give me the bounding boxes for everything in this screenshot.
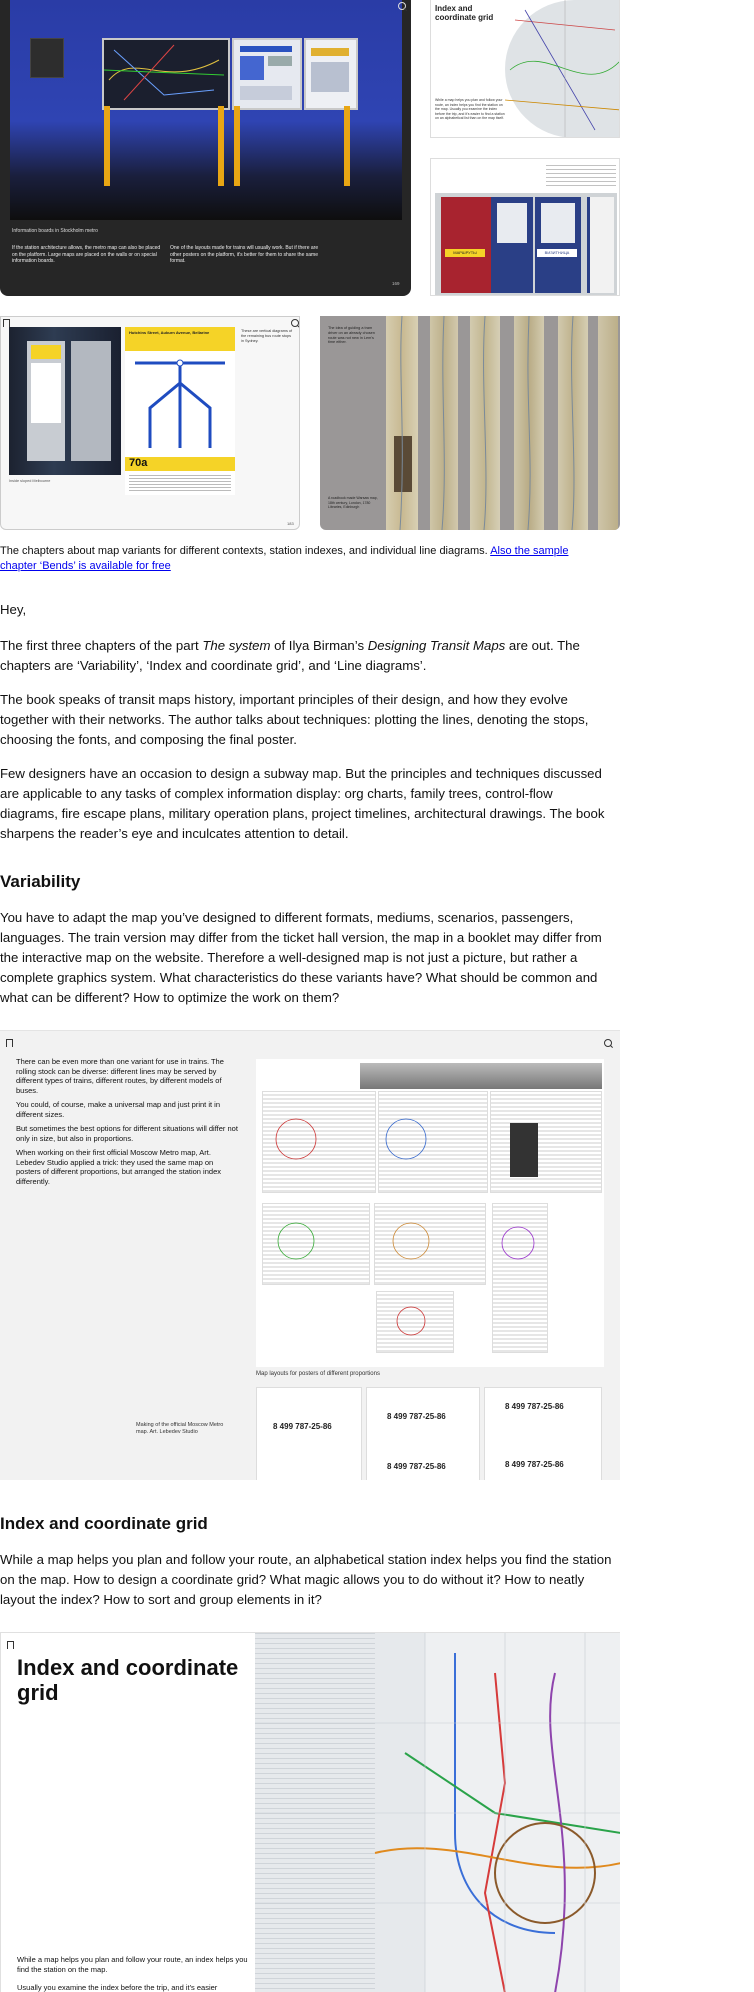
route-number: 70a	[129, 457, 148, 469]
spread-text-2: You could, of course, make a universal map and just print it in different sizes.	[16, 1100, 221, 1119]
page-number: 169	[392, 281, 400, 286]
index-spread-title: Index and coordinate grid	[17, 1655, 239, 1705]
spread-side-caption: Making of the official Moscow Metro map. Art. Lebedev Studio	[136, 1422, 224, 1435]
intro-paragraph-1: The first three chapters of the part The system of Ilya Birman’s Designing Transit Maps are out. The chapters are ‘Variability’, ‘Index and coordinate grid’, and ‘Line diagrams’.	[0, 638, 580, 673]
phone-number: 8 499 787-25-86	[387, 1462, 446, 1471]
thumb2-text: While a map helps you plan and follow your route, an index helps you find the station on the map. Usually you examine the index before the trip, and it's easier to find a station on an alphabetical list than on the map itself.	[435, 98, 505, 120]
bookmark-icon[interactable]	[7, 1641, 14, 1649]
thumb5-side-text: The idea of guiding a tram driver on an already chosen route was not new in Lem's time either.	[328, 326, 375, 345]
zoom-icon[interactable]	[291, 319, 299, 327]
thumb1-caption: Information boards in Stockholm metro	[12, 228, 98, 234]
gallery-thumb-index[interactable]	[430, 0, 620, 138]
gallery-caption-text: The chapters about map variants for different contexts, station indexes, and individual line diagrams.	[0, 545, 491, 557]
zoom-icon[interactable]	[604, 1039, 612, 1047]
spread-text-4: When working on their first official Moscow Metro map, Art. Lebedev Studio applied a trick: they used the same map on posters of different proportions, but arranged the station index differently.	[16, 1148, 221, 1186]
poster-layouts	[256, 1059, 604, 1367]
thumb2-title: Index and coordinate grid	[435, 4, 494, 22]
bookmark-icon[interactable]	[3, 319, 10, 327]
phone-number: 8 499 787-25-86	[387, 1412, 446, 1421]
variability-heading: Variability	[0, 872, 81, 891]
index-spread[interactable]	[0, 1632, 620, 1992]
layouts-caption: Map layouts for posters of different proportions	[256, 1371, 380, 1377]
gallery-thumb-stockholm[interactable]	[0, 0, 411, 296]
sample-chapter-link[interactable]: Also the sample chapter ‘Bends’ is available for free	[0, 545, 569, 572]
bookmark-icon[interactable]	[6, 1039, 13, 1047]
index-heading: Index and coordinate grid	[0, 1514, 208, 1533]
index-map	[255, 1633, 620, 1992]
zoom-icon[interactable]	[398, 2, 406, 10]
thumb5-caption: A roadbook made Warsaw map, 18th century, London, 1780 Libraries, Edinburgh	[328, 496, 378, 509]
spread-text-1: There can be even more than one variant for use in trains. The rolling stock can be diverse: different lines may be served by different types of trains, different routes, by different models of buses.	[16, 1057, 224, 1095]
gallery-thumb-line-diagram[interactable]	[0, 316, 300, 530]
gallery-thumb-roadbook[interactable]	[320, 316, 620, 530]
phone-number: 8 499 787-25-86	[505, 1460, 564, 1469]
index-spread-text-1: While a map helps you plan and follow your route, an index helps you find the station on the map.	[17, 1955, 248, 1974]
page-number: 183	[287, 521, 294, 526]
diagram-header: Hutchins Street, Auburn Avenue, Bellarine	[129, 330, 210, 335]
thumb1-col1: If the station architecture allows, the metro map can also be placed on the platform. Large maps are placed on the walls or on special information boards.	[12, 245, 161, 264]
booklet-label-cards: ВИЗИТНИЦА	[537, 249, 577, 257]
index-paragraph: While a map helps you plan and follow your route, an alphabetical station index helps you find the station on the map. How to design a coordinate grid? What magic allows you to do without it? How to neatly layout the index? How to sort and group elements in it?	[0, 1552, 612, 1607]
thumb4-side-text: These are vertical diagrams of the remaining bus route stops in Sydney.	[241, 329, 293, 343]
booklet-photo	[435, 193, 617, 296]
line-diagram	[125, 327, 235, 495]
thumb1-col2: One of the layouts made for trains will usually work. But if there are other posters on the platform, it's better for them to share the same format.	[170, 245, 319, 264]
phone-number: 8 499 787-25-86	[505, 1402, 564, 1411]
variability-paragraph: You have to adapt the map you’ve designed to different formats, mediums, scenarios, passengers, languages. The train version may differ from the ticket hall version, the map in a booklet may differ from the interactive map on the website. Therefore a well-designed map is not just a picture, but rather a complete graphics system. What characteristics do these variants have? What should be common and what can be different? How to optimize the work on them?	[0, 910, 602, 1005]
gallery-thumb-booklets[interactable]	[430, 158, 620, 296]
gallery-caption	[0, 544, 570, 574]
phone-posters	[256, 1367, 604, 1480]
index-spread-text-2: Usually you examine the index before the trip, and it's easier	[17, 1983, 218, 1992]
metro-photo	[10, 0, 402, 220]
book-title: Designing Transit Maps	[367, 638, 506, 653]
variability-spread[interactable]	[0, 1030, 620, 1480]
spread-text-3: But sometimes the best options for different situations will differ not only in size, but also in proportions.	[16, 1124, 238, 1143]
bus-stop-photo	[9, 327, 121, 475]
index-map-preview	[505, 0, 620, 138]
phone-number: 8 499 787-25-86	[273, 1422, 332, 1431]
booklet-label-routes: МАРШРУТЫ	[445, 249, 485, 257]
intro-paragraph-2: The book speaks of transit maps history, important principles of their design, and how they evolve together with their networks. The author talks about techniques: plotting the lines, denoting the stops, choosing the fonts, and composing the final poster.	[0, 692, 589, 747]
part-title: The system	[202, 638, 271, 653]
greeting: Hey,	[0, 602, 27, 617]
thumb4-caption: Inside sloped Melbourne	[9, 479, 51, 483]
intro-paragraph-3: Few designers have an occasion to design a subway map. But the principles and techniques discussed are applicable to any tasks of complex information display: org charts, family trees, control-flow diagrams, fire escape plans, military operation plans, project timelines, architectural drawings. The book sharpens the reader’s eye and inculcates attention to detail.	[0, 766, 605, 841]
